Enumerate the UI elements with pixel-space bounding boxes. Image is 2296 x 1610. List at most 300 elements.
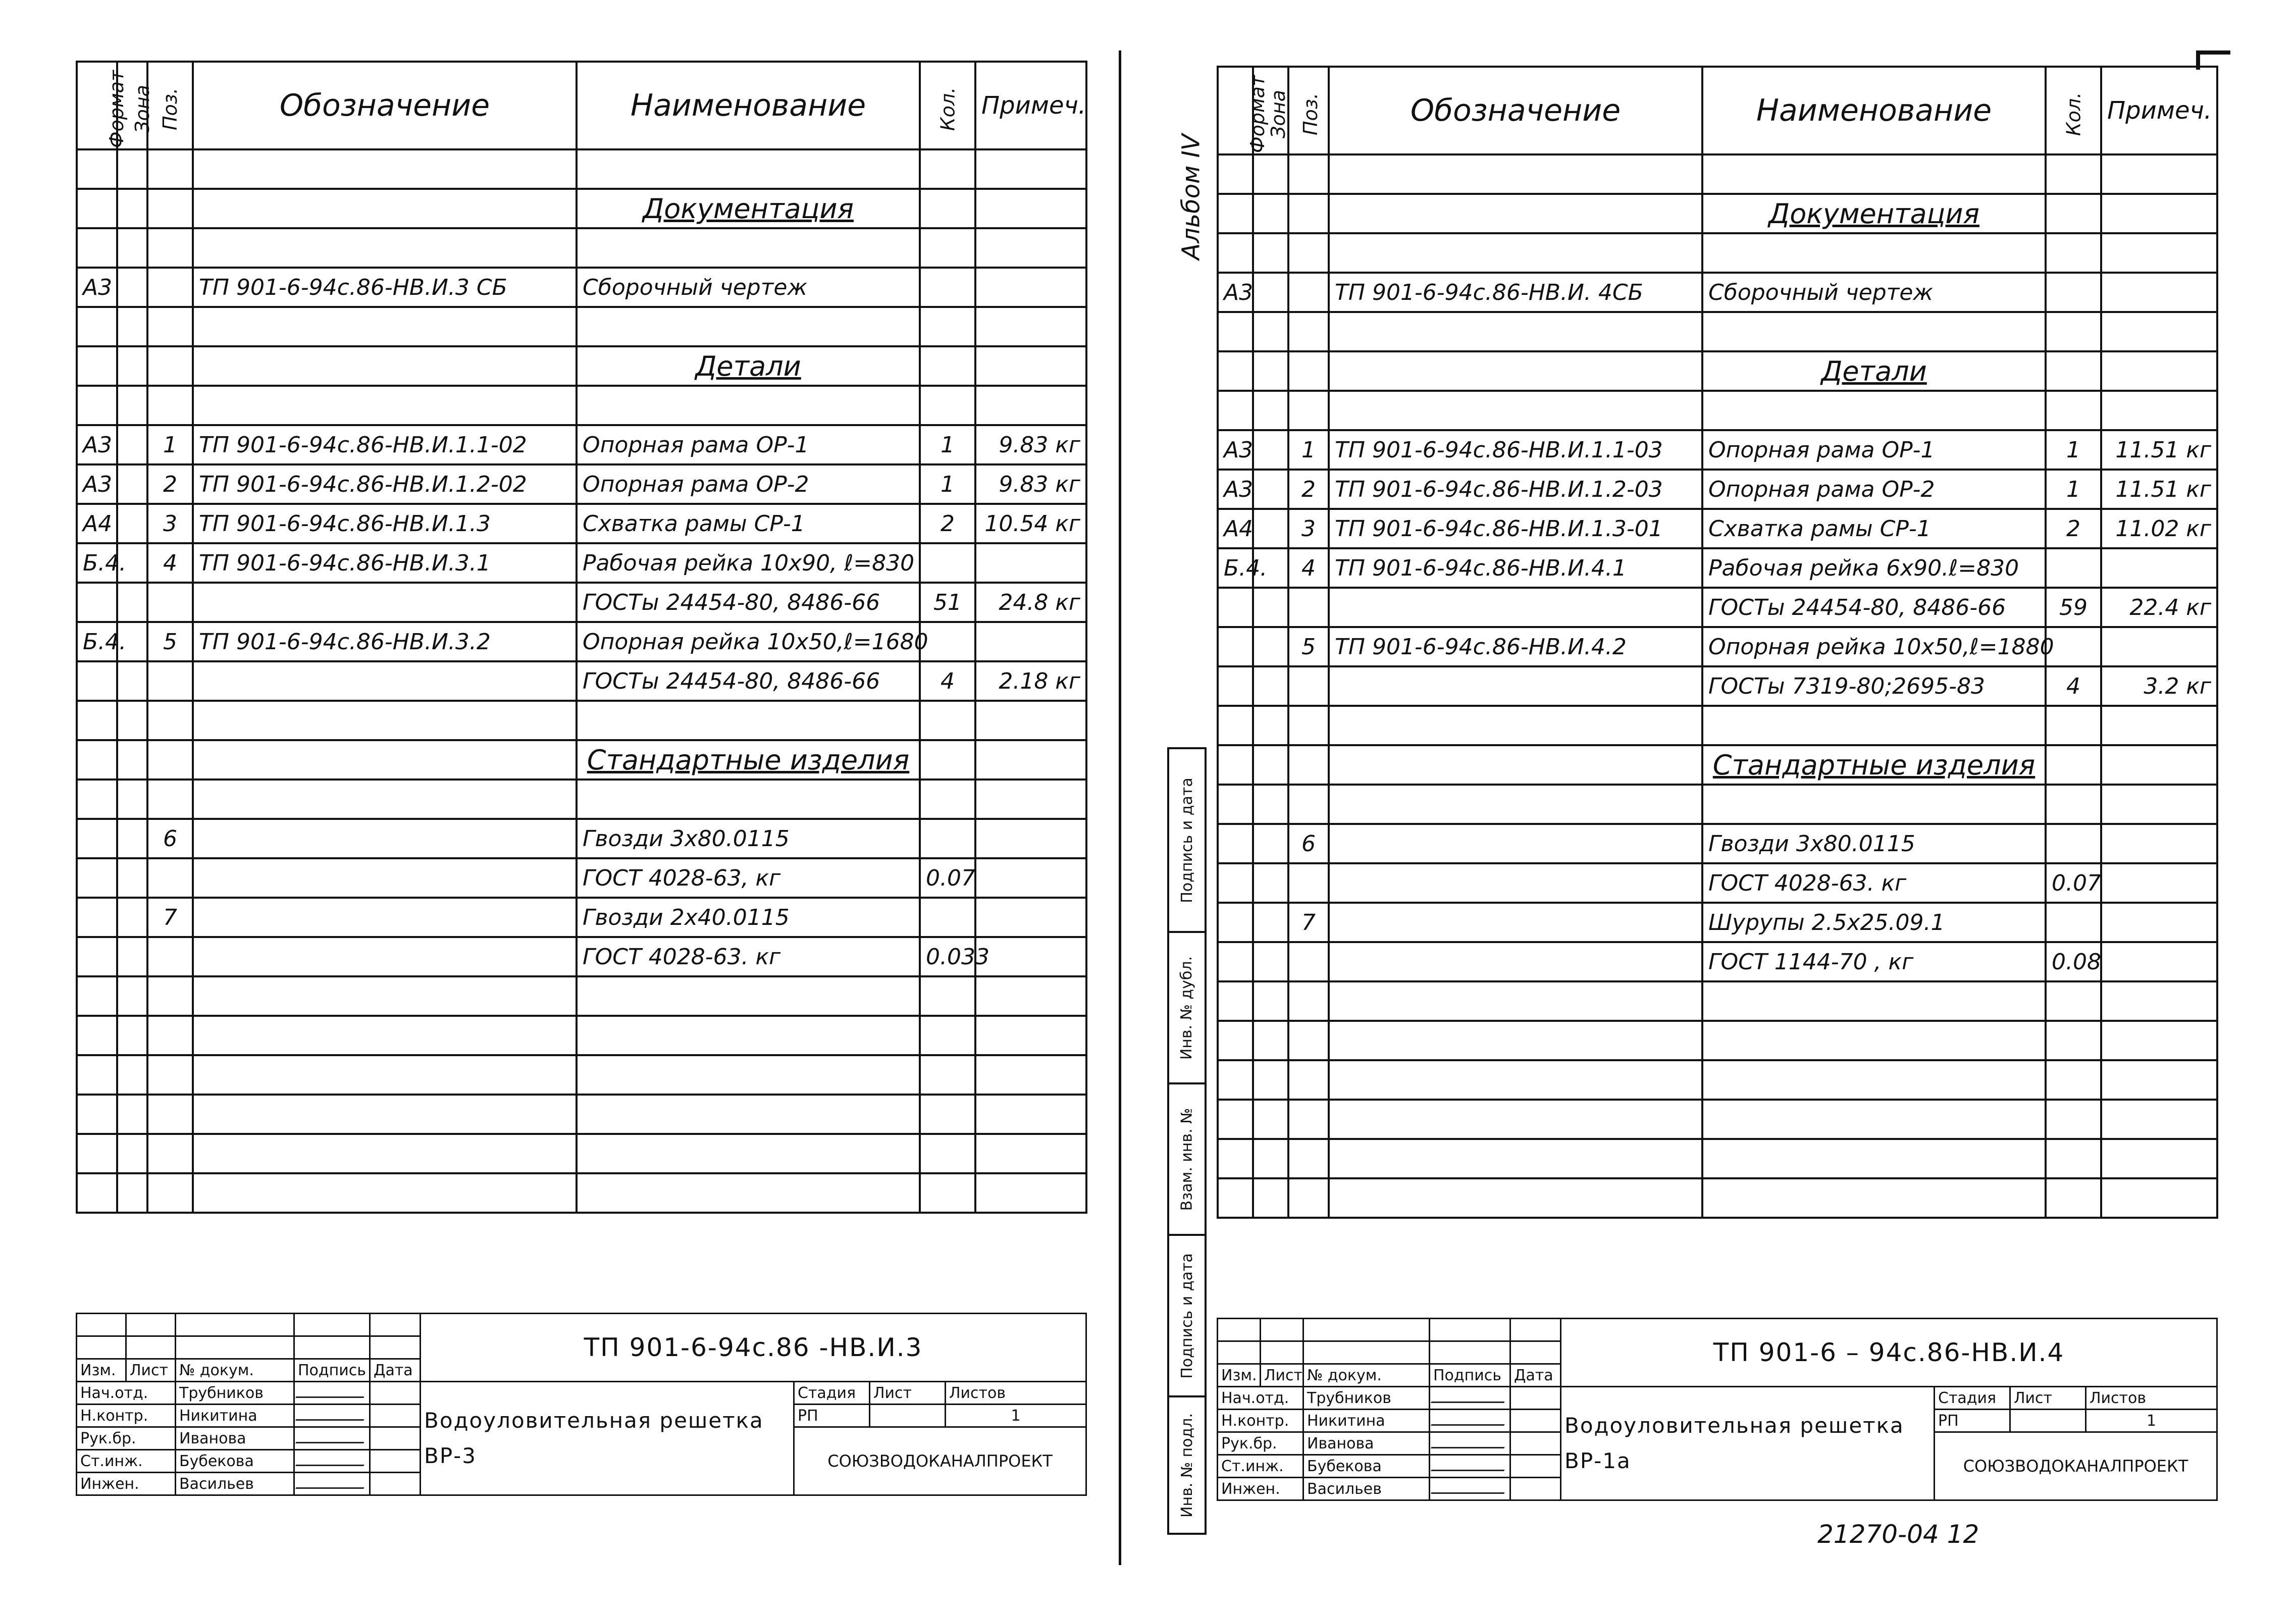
cell-qty [2046,903,2101,942]
table-row [77,1173,1086,1213]
cell-pos [1288,154,1329,194]
cell-designation [1329,666,1702,706]
cell-designation [193,386,577,425]
label-date: Дата [370,1359,421,1382]
cell-zone [1253,863,1288,903]
cell-note [2101,824,2217,863]
cell-zone [117,780,147,819]
table-row [77,858,1086,898]
cell-qty [920,543,975,583]
sidebar-stamp [1167,747,1207,1535]
header-zone: Зона [117,62,147,149]
cell-pos [1288,351,1329,391]
sidebar-cell-1: Инв. № дубл. [1169,931,1205,1082]
cell-format [77,346,117,386]
cell-pos [147,661,193,701]
title-block-right [1217,1318,2218,1501]
cell-designation [1329,588,1702,627]
cell-designation [1329,863,1702,903]
person-1: Никитина [176,1405,294,1427]
table-row [77,464,1086,504]
cell-designation [1329,351,1702,391]
role-4: Инжен. [1218,1478,1303,1500]
cell-format [77,1095,117,1134]
cell-format [77,898,117,937]
cell-name: Гвозди 3х80.0115 [1702,824,2046,863]
cell-format [77,1134,117,1173]
sidebar-cell-0: Подпись и дата [1178,777,1196,903]
cell-designation [193,228,577,268]
cell-pos [147,1134,193,1173]
cell-qty: 0.033 [920,937,975,976]
cell-name: Рабочая рейка 10х90, ℓ=830 [577,543,920,583]
cell-format [77,1055,117,1095]
cell-format [1218,1178,1253,1218]
table-row [77,504,1086,543]
person-1: Никитина [1303,1410,1430,1432]
cell-designation [193,149,577,189]
cell-qty [920,898,975,937]
cell-qty [2046,391,2101,430]
cell-name: ГОСТы 7319-80;2695-83 [1702,666,2046,706]
cell-note [2101,706,2217,745]
cell-name: Детали [1702,351,2046,391]
cell-note [975,898,1086,937]
cell-zone [117,819,147,858]
table-row [1218,391,2217,430]
cell-pos [147,149,193,189]
table-row [77,346,1086,386]
cell-designation [1329,312,1702,351]
cell-qty [2046,154,2101,194]
cell-note [2101,1060,2217,1100]
cell-name: Схватка рамы СР-1 [1702,509,2046,548]
sheet-value [870,1405,946,1427]
cell-designation: ТП 901-6-94с.86-НВ.И.1.1-03 [1329,430,1702,470]
cell-note [975,622,1086,661]
header-name: Наименование [577,62,920,149]
cell-format [77,937,117,976]
cell-format: А3 [77,464,117,504]
cell-note [2101,273,2217,312]
cell-note [2101,785,2217,824]
cell-format [1218,981,1253,1021]
label-doc-no: № докум. [176,1359,294,1382]
cell-pos [147,740,193,780]
cell-qty [2046,1139,2101,1178]
cell-zone [1253,1021,1288,1060]
cell-designation [193,740,577,780]
table-row [77,898,1086,937]
cell-zone [1253,1060,1288,1100]
cell-note [975,1134,1086,1173]
cell-zone [117,1055,147,1095]
cell-format [77,819,117,858]
cell-name: Опорная рейка 10х50,ℓ=1680 [577,622,920,661]
cell-format [1218,627,1253,666]
cell-qty [920,268,975,307]
cell-format [1218,194,1253,233]
cell-zone [1253,509,1288,548]
cell-designation [193,346,577,386]
cell-name [1702,1178,2046,1218]
cell-designation [193,701,577,740]
cell-designation: ТП 901-6-94с.86-НВ.И.1.2-02 [193,464,577,504]
cell-designation: ТП 901-6-94с.86-НВ.И.4.1 [1329,548,1702,588]
cell-zone [117,858,147,898]
cell-name [577,307,920,346]
person-3: Бубекова [1303,1455,1430,1478]
person-0: Трубников [176,1382,294,1405]
table-row [77,425,1086,464]
cell-designation [1329,1100,1702,1139]
label-list: Лист [1261,1364,1303,1387]
label-date: Дата [1510,1364,1561,1387]
cell-pos [1288,785,1329,824]
role-1: Н.контр. [1218,1410,1303,1432]
cell-pos [1288,233,1329,273]
cell-qty [2046,1060,2101,1100]
cell-zone [117,307,147,346]
cell-zone [1253,470,1288,509]
cell-qty: 0.08 [2046,942,2101,981]
cell-designation: ТП 901-6-94с.86-НВ.И.3.2 [193,622,577,661]
cell-pos [147,268,193,307]
cell-designation: ТП 901-6-94с.86-НВ.И. 4СБ [1329,273,1702,312]
cell-designation [193,583,577,622]
label-doc-no: № докум. [1303,1364,1430,1387]
cell-zone [117,1095,147,1134]
cell-pos: 7 [1288,903,1329,942]
table-row [1218,666,2217,706]
cell-pos [147,386,193,425]
cell-format [77,228,117,268]
cell-designation: ТП 901-6-94с.86-НВ.И.1.3 [193,504,577,543]
cell-pos: 6 [147,819,193,858]
doc-number: ТП 901-6 – 94с.86-НВ.И.4 [1561,1319,2217,1387]
cell-format [77,780,117,819]
cell-format [77,386,117,425]
cell-format: А4 [77,504,117,543]
cell-format [1218,666,1253,706]
cell-qty [920,701,975,740]
table-row [1218,548,2217,588]
footer-page: 12 [1947,1520,1979,1549]
cell-format [77,976,117,1016]
table-row [77,976,1086,1016]
cell-format [1218,903,1253,942]
cell-qty: 0.07 [920,858,975,898]
cell-note [2101,1139,2217,1178]
doc-number: ТП 901-6-94с.86 -НВ.И.3 [421,1314,1086,1382]
cell-qty [2046,824,2101,863]
cell-designation [193,1134,577,1173]
table-row [77,661,1086,701]
cell-name: Детали [577,346,920,386]
cell-note: 9.83 кг [975,425,1086,464]
cell-zone [1253,273,1288,312]
signature-4 [294,1473,370,1495]
cell-zone [117,1134,147,1173]
cell-pos [1288,981,1329,1021]
cell-designation [1329,745,1702,785]
cell-pos: 2 [147,464,193,504]
header-note: Примеч. [2101,67,2217,154]
cell-qty [920,780,975,819]
cell-qty [920,1016,975,1055]
cell-format [1218,863,1253,903]
cell-note: 24.8 кг [975,583,1086,622]
table-row [77,228,1086,268]
cell-qty: 1 [2046,470,2101,509]
cell-qty: 2 [920,504,975,543]
cell-qty [2046,745,2101,785]
organization: СОЮЗВОДОКАНАЛПРОЕКТ [794,1427,1086,1495]
cell-qty [920,1134,975,1173]
table-row [77,740,1086,780]
cell-name [1702,1060,2046,1100]
footer-number [1817,1520,1979,1549]
spec-rows-left [77,149,1086,1213]
cell-zone [117,1016,147,1055]
cell-zone [1253,391,1288,430]
cell-designation [193,1095,577,1134]
cell-name [577,1173,920,1213]
cell-name [577,1095,920,1134]
cell-qty: 59 [2046,588,2101,627]
cell-qty: 1 [920,425,975,464]
cell-note: 11.02 кг [2101,509,2217,548]
cell-qty: 2 [2046,509,2101,548]
cell-designation: ТП 901-6-94с.86-НВ.И.4.2 [1329,627,1702,666]
cell-name: Схватка рамы СР-1 [577,504,920,543]
role-3: Ст.инж. [77,1450,176,1473]
cell-name [1702,233,2046,273]
cell-name: Стандартные изделия [1702,745,2046,785]
cell-designation: ТП 901-6-94с.86-НВ.И.3 СБ [193,268,577,307]
cell-zone [117,386,147,425]
cell-pos: 3 [147,504,193,543]
cell-note: 22.4 кг [2101,588,2217,627]
cell-pos [1288,942,1329,981]
cell-format: А3 [1218,470,1253,509]
cell-designation [193,780,577,819]
table-row [77,819,1086,858]
page-divider [1119,50,1121,1565]
cell-name: Опорная рама ОР-1 [577,425,920,464]
cell-pos [147,189,193,228]
cell-zone [1253,1139,1288,1178]
table-row [77,701,1086,740]
sheets-value: 1 [2086,1410,2217,1432]
cell-pos [147,937,193,976]
cell-note [2101,154,2217,194]
header-designation: Обозначение [193,62,577,149]
role-1: Н.контр. [77,1405,176,1427]
cell-name [577,228,920,268]
header-pos: Поз. [1288,67,1329,154]
table-row [77,149,1086,189]
cell-pos: 6 [1288,824,1329,863]
cell-qty: 4 [920,661,975,701]
cell-name: Рабочая рейка 6х90.ℓ=830 [1702,548,2046,588]
person-2: Иванова [176,1427,294,1450]
cell-note [2101,312,2217,351]
cell-designation [1329,903,1702,942]
cell-name [1702,1021,2046,1060]
cell-note [2101,903,2217,942]
cell-zone [117,149,147,189]
table-row [1218,627,2217,666]
cell-zone [1253,785,1288,824]
cell-pos [1288,745,1329,785]
cell-qty: 0.07 [2046,863,2101,903]
cell-format [77,858,117,898]
table-row [1218,1178,2217,1218]
cell-pos [1288,1100,1329,1139]
cell-format [77,1173,117,1213]
cell-format [77,661,117,701]
table-row [1218,824,2217,863]
table-row [1218,942,2217,981]
cell-format [77,149,117,189]
cell-qty [920,1173,975,1213]
cell-qty [920,189,975,228]
spec-table-left [76,61,1087,1214]
cell-name [1702,391,2046,430]
cell-qty [2046,351,2101,391]
stage-value: РП [1935,1410,2010,1432]
cell-format: А3 [77,268,117,307]
cell-qty [920,149,975,189]
signature-3 [1430,1455,1510,1478]
cell-pos [1288,1139,1329,1178]
cell-name: Опорная рама ОР-2 [577,464,920,504]
cell-note: 2.18 кг [975,661,1086,701]
cell-designation [1329,706,1702,745]
cell-qty: 1 [2046,430,2101,470]
cell-qty: 51 [920,583,975,622]
cell-note [975,1173,1086,1213]
cell-pos: 7 [147,898,193,937]
cell-pos [147,1055,193,1095]
cell-qty [2046,981,2101,1021]
cell-designation [193,1016,577,1055]
sheets-value: 1 [946,1405,1086,1427]
cell-note [975,937,1086,976]
cell-designation [193,819,577,858]
cell-format: А4 [1218,509,1253,548]
cell-note [2101,194,2217,233]
table-row [77,307,1086,346]
cell-name [577,780,920,819]
cell-pos: 2 [1288,470,1329,509]
cell-note: 10.54 кг [975,504,1086,543]
cell-qty [920,976,975,1016]
cell-designation [1329,233,1702,273]
cell-designation [1329,981,1702,1021]
cell-pos [1288,312,1329,351]
cell-name: Гвозди 3х80.0115 [577,819,920,858]
cell-zone [117,1173,147,1213]
cell-note [975,780,1086,819]
cell-note [975,1016,1086,1055]
cell-note [975,976,1086,1016]
cell-qty: 1 [920,464,975,504]
cell-name: ГОСТы 24454-80, 8486-66 [577,661,920,701]
table-row [1218,312,2217,351]
cell-format [1218,154,1253,194]
header-designation: Обозначение [1329,67,1702,154]
cell-format [1218,1100,1253,1139]
cell-note [2101,233,2217,273]
signature-3 [294,1450,370,1473]
table-row [1218,785,2217,824]
cell-name [577,149,920,189]
cell-zone [1253,312,1288,351]
cell-format [1218,824,1253,863]
cell-qty [920,740,975,780]
cell-designation [1329,1139,1702,1178]
cell-name [577,976,920,1016]
cell-zone [117,701,147,740]
footer-doc-number: 21270-04 [1817,1520,1939,1549]
cell-zone [117,189,147,228]
table-row [1218,981,2217,1021]
cell-designation [193,1173,577,1213]
label-signature: Подпись [294,1359,370,1382]
cell-format [1218,391,1253,430]
cell-name: Документация [1702,194,2046,233]
header-pos: Поз. [147,62,193,149]
cell-zone [1253,745,1288,785]
cell-format: Б.4. [77,622,117,661]
person-4: Васильев [176,1473,294,1495]
cell-pos: 3 [1288,509,1329,548]
cell-designation [1329,194,1702,233]
cell-note: 11.51 кг [2101,430,2217,470]
table-row [1218,154,2217,194]
label-sheets: Листов [2086,1387,2217,1410]
cell-zone [117,740,147,780]
cell-name: Документация [577,189,920,228]
table-row [1218,1100,2217,1139]
cell-zone [117,346,147,386]
cell-qty [2046,1021,2101,1060]
cell-pos [1288,391,1329,430]
table-row [1218,863,2217,903]
album-label: Альбом IV [1177,134,1206,260]
cell-designation [193,661,577,701]
cell-designation [193,937,577,976]
table-row [77,1095,1086,1134]
cell-pos [1288,1060,1329,1100]
label-list: Лист [126,1359,176,1382]
cell-pos [147,1173,193,1213]
header-format: Формат [77,62,117,149]
signature-2 [294,1427,370,1450]
spec-header-row [77,62,1086,149]
cell-note [2101,1100,2217,1139]
cell-name [1702,154,2046,194]
sidebar-cell-3: Подпись и дата [1169,1234,1205,1395]
cell-pos [1288,588,1329,627]
cell-zone [1253,942,1288,981]
cell-designation [193,1055,577,1095]
cell-name [1702,1139,2046,1178]
cell-designation [193,898,577,937]
table-row [77,583,1086,622]
